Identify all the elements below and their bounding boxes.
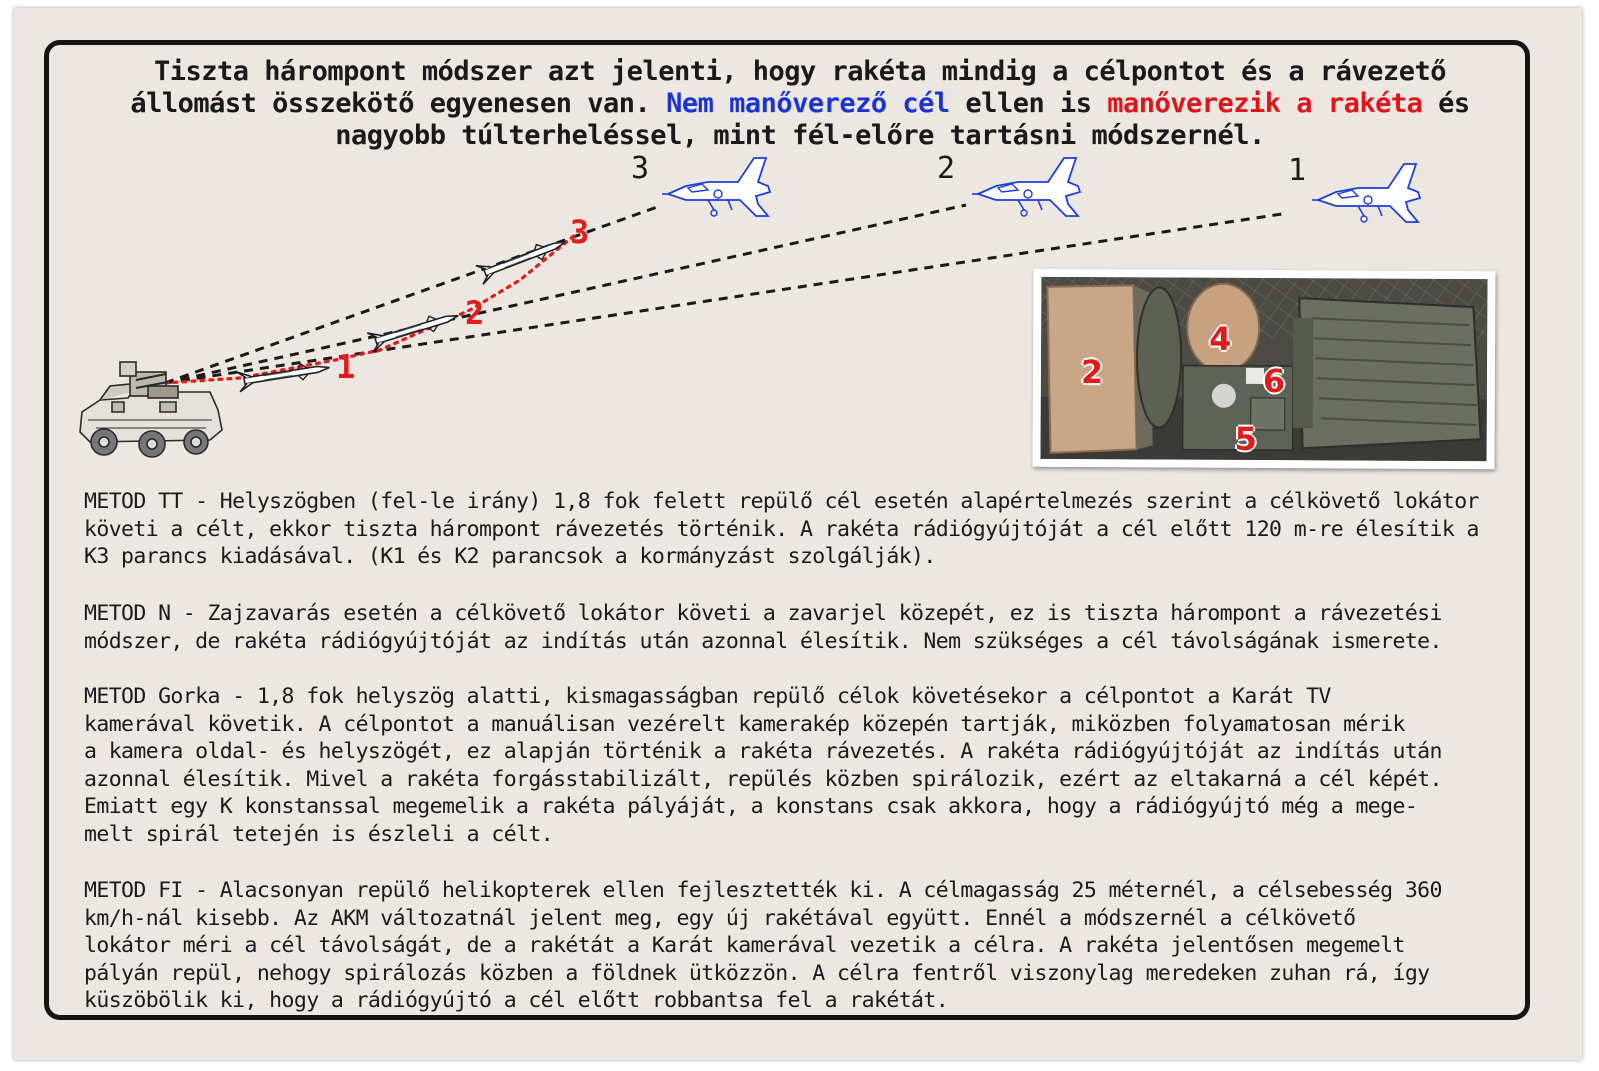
photo-label-5: 5: [1234, 419, 1257, 458]
intro-part-2: ellen is: [949, 88, 1108, 119]
intro-red-highlight: manőverezik a rakéta: [1107, 88, 1423, 119]
target-label-1: 1: [1288, 153, 1307, 188]
target-label-2: 2: [937, 151, 956, 186]
method-gorka-paragraph: METOD Gorka - 1,8 fok helyszög alatti, kismagasságban repülő célok követésekor a célpontot a Karát TV kamerával követik. A célpontot a manuálisan vezérelt kamerakép közepén tartják, miközben folyamatosan mérik a kamera oldal- és helyszögét, ez alapján történik a rakéta rávezetés. A rakéta rádiógyújtóját az indítás után azonnal élesítik. Mivel a rakéta forgásstabilizált, repülés közben spirálozik, ezért az eltakarná a cél képét. Emiatt egy K konstanssal megemelik a rakéta pályáját, a konstans csak akkora, hogy a rádiógyújtó még a mege- melt spirál tetején is észleli a célt.: [84, 684, 1442, 847]
jet-fighter-icon: [972, 158, 1080, 216]
jet-fighter-icon: [1312, 164, 1420, 222]
intro-part-1: Tiszta hárompont módszer azt jelenti, hogy rakéta mindig a célpontot és a rávezető állomást összekötő egyenesen van.: [130, 56, 1446, 119]
photo-label-2: 2: [1080, 353, 1104, 392]
missile-icon: [367, 306, 461, 352]
photo-label-4: 4: [1209, 319, 1232, 358]
method-n-paragraph: METOD N - Zajzavarás esetén a célkövető lokátor követi a zavarjel közepét, ez is tiszta hárompont a rávezetési módszer, de rakéta rádiógyújtóját az indítás után azonnal élesítik. Nem szükséges a cél távolságának ismerete.: [84, 601, 1442, 654]
jet-fighter-icon: [662, 158, 770, 216]
radar-photo: [1032, 269, 1495, 469]
missile-label-3: 3: [570, 213, 590, 251]
missile-label-2: 2: [465, 294, 485, 332]
missile-label-1: 1: [336, 348, 356, 386]
target-label-3: 3: [631, 151, 650, 186]
sight-line-2: [165, 205, 966, 383]
intro-part-3: és nagyobb túlterheléssel, mint fél-előre tartásni módszernél.: [335, 88, 1470, 151]
intro-blue-highlight: Nem manőverező cél: [666, 88, 950, 119]
photo-label-6: 6: [1262, 361, 1286, 401]
method-fi-paragraph: METOD FI - Alacsonyan repülő helikopterek ellen fejlesztették ki. A célmagasság 25 méternél, a célsebesség 360 km/h-nál kisebb. Az AKM változatnál jelent meg, egy új rakétával együtt. Ennél a módszernél a célkövető lokátor méri a cél távolságát, de a rakétát a Karát kamerával vezetik a célra. A rakéta jelentősen megemelt pályán repül, nehogy spirálozás közben a földnek ütközzön. A célra fentről viszonylag meredeken zuhan rá, így küszöbölik ki, hogy a rádiógyújtó a cél előtt robbantsa fel a rakétát.: [84, 878, 1442, 1014]
method-tt-paragraph: METOD TT - Helyszögben (fel-le irány) 1,8 fok felett repülő cél esetén alapértelmezés szerint a célkövető lokátor követi a célt, ekkor tiszta hárompont rávezetés történik. A rakéta rádiógyújtóját a cél előtt 120 m-re élesítik a K3 parancs kiadásával. (K1 és K2 parancsok a kormányzást szolgálják).: [84, 489, 1479, 570]
